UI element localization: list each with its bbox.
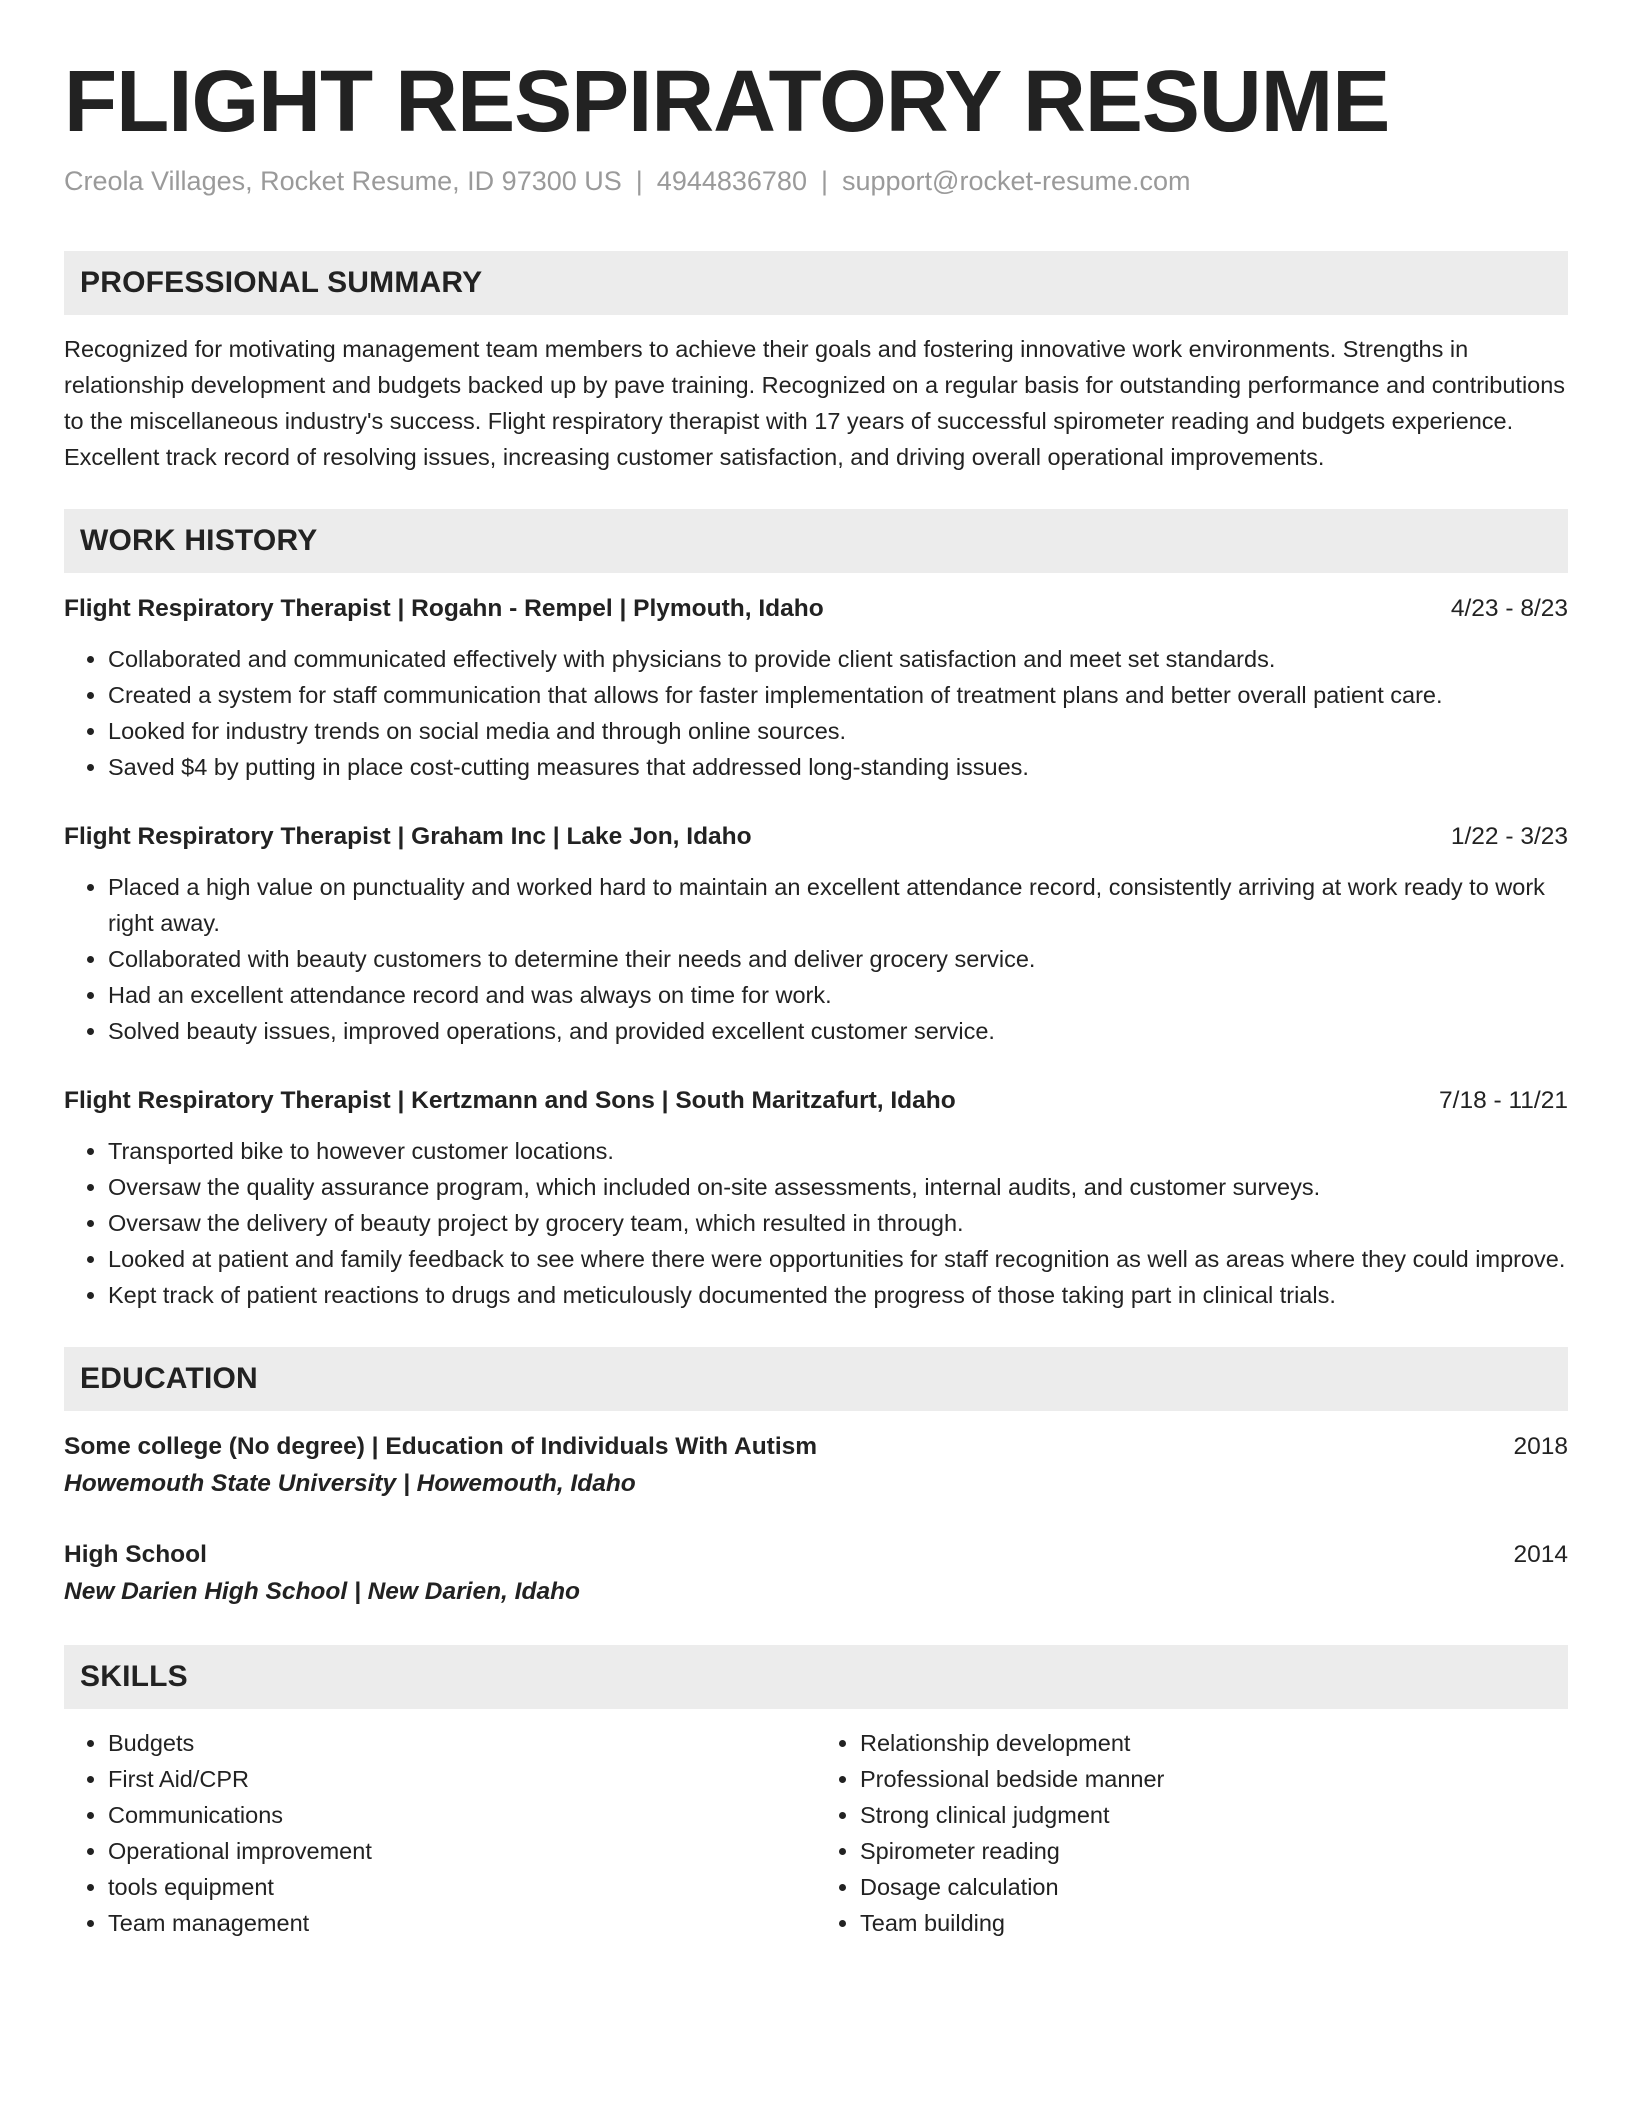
skills-column-right [816, 1725, 1568, 1941]
resume-title: FLIGHT RESPIRATORY RESUME [64, 53, 1390, 150]
job-title: Flight Respiratory Therapist | Kertzmann and Sons | South Maritzafurt, Idaho [64, 1086, 956, 1114]
job-bullet: • Placed a high value on punctuality and worked hard to maintain an excellent attendance record, consistently arriving at work ready to work right away. [108, 869, 1568, 941]
job-dates: 4/23 - 8/23 [1450, 594, 1568, 622]
job-dates: 7/18 - 11/21 [1439, 1086, 1568, 1114]
skill-item: • Strong clinical judgment [860, 1797, 1568, 1833]
contact-phone: 4944836780 [656, 165, 807, 196]
job-header [64, 819, 1568, 855]
education-year: 2018 [1513, 1432, 1568, 1460]
job-title: Flight Respiratory Therapist | Graham Inc | Lake Jon, Idaho [64, 822, 752, 850]
job-bullet: • Collaborated and communicated effectively with physicians to provide client satisfaction and meet set standards. [108, 641, 1568, 677]
skills-list [64, 1725, 1568, 1941]
skill-item: • Team building [860, 1905, 1568, 1941]
education-degree: Some college (No degree) | Education of Individuals With Autism [64, 1432, 818, 1460]
job-bullet: • Transported bike to however customer locations. [108, 1133, 1568, 1169]
section-header-skills: SKILLS [64, 1645, 1568, 1709]
job-bullets [64, 869, 1568, 1049]
skill-item: • Team management [108, 1905, 816, 1941]
contact-line [64, 164, 1568, 199]
job-bullet: • Looked for industry trends on social media and through online sources. [108, 713, 1568, 749]
education-header [64, 1429, 1568, 1465]
job-bullet: • Saved $4 by putting in place cost-cutting measures that addressed long-standing issues. [108, 749, 1568, 785]
skill-item: • First Aid/CPR [108, 1761, 816, 1797]
job-bullet: • Oversaw the quality assurance program, which included on-site assessments, internal audits, and customer surveys. [108, 1169, 1568, 1205]
education-school: New Darien High School | New Darien, Idaho [64, 1577, 580, 1605]
skill-item: • Spirometer reading [860, 1833, 1568, 1869]
job-bullets [64, 1133, 1568, 1313]
skills-column-left [64, 1725, 816, 1941]
job-bullet: • Had an excellent attendance record and was always on time for work. [108, 977, 1568, 1013]
education-header [64, 1537, 1568, 1573]
skill-item: • tools equipment [108, 1869, 816, 1905]
job-bullet: • Kept track of patient reactions to drugs and meticulously documented the progress of those taking part in clinical trials. [108, 1277, 1568, 1313]
skill-item: • Professional bedside manner [860, 1761, 1568, 1797]
section-header-summary: PROFESSIONAL SUMMARY [64, 251, 1568, 315]
skill-item: • Dosage calculation [860, 1869, 1568, 1905]
contact-separator: | [820, 165, 828, 196]
job-dates: 1/22 - 3/23 [1450, 822, 1568, 850]
job-bullet: • Created a system for staff communication that allows for faster implementation of treatment plans and better overall patient care. [108, 677, 1568, 713]
education-school: Howemouth State University | Howemouth, Idaho [64, 1469, 636, 1497]
education-degree: High School [64, 1540, 207, 1568]
job-entry [64, 819, 1568, 1049]
job-title: Flight Respiratory Therapist | Rogahn - Rempel | Plymouth, Idaho [64, 594, 824, 622]
skill-item: • Communications [108, 1797, 816, 1833]
contact-separator: | [635, 165, 643, 196]
job-bullets [64, 641, 1568, 785]
job-header [64, 591, 1568, 627]
contact-email: support@rocket-resume.com [841, 165, 1191, 196]
job-entry [64, 591, 1568, 785]
job-bullet: • Collaborated with beauty customers to determine their needs and deliver grocery service. [108, 941, 1568, 977]
job-entry [64, 1083, 1568, 1313]
section-header-work-history: WORK HISTORY [64, 509, 1568, 573]
skill-item: • Operational improvement [108, 1833, 816, 1869]
job-bullet: • Solved beauty issues, improved operations, and provided excellent customer service. [108, 1013, 1568, 1049]
skill-item: • Relationship development [860, 1725, 1568, 1761]
job-header [64, 1083, 1568, 1119]
education-entry [64, 1537, 1568, 1611]
education-year: 2014 [1513, 1540, 1568, 1568]
job-bullet: • Looked at patient and family feedback to see where there were opportunities for staff recognition as well as areas where they could improve. [108, 1241, 1568, 1277]
section-header-education: EDUCATION [64, 1347, 1568, 1411]
summary-text: Recognized for motivating management team members to achieve their goals and fostering innovative work environments. Strengths in relationship development and budgets backed up by pave training. Recognized on a regular basis for outstanding performance and contributions to the miscellaneous industry's success. Flight respiratory therapist with 17 years of successful spirometer reading and budgets experience. Excellent track record of resolving issues, increasing customer satisfaction, and driving overall operational improvements. [64, 335, 1566, 470]
job-bullet: • Oversaw the delivery of beauty project by grocery team, which resulted in through. [108, 1205, 1568, 1241]
education-entry [64, 1429, 1568, 1503]
skill-item: • Budgets [108, 1725, 816, 1761]
contact-address: Creola Villages, Rocket Resume, ID 97300 US [64, 165, 622, 196]
